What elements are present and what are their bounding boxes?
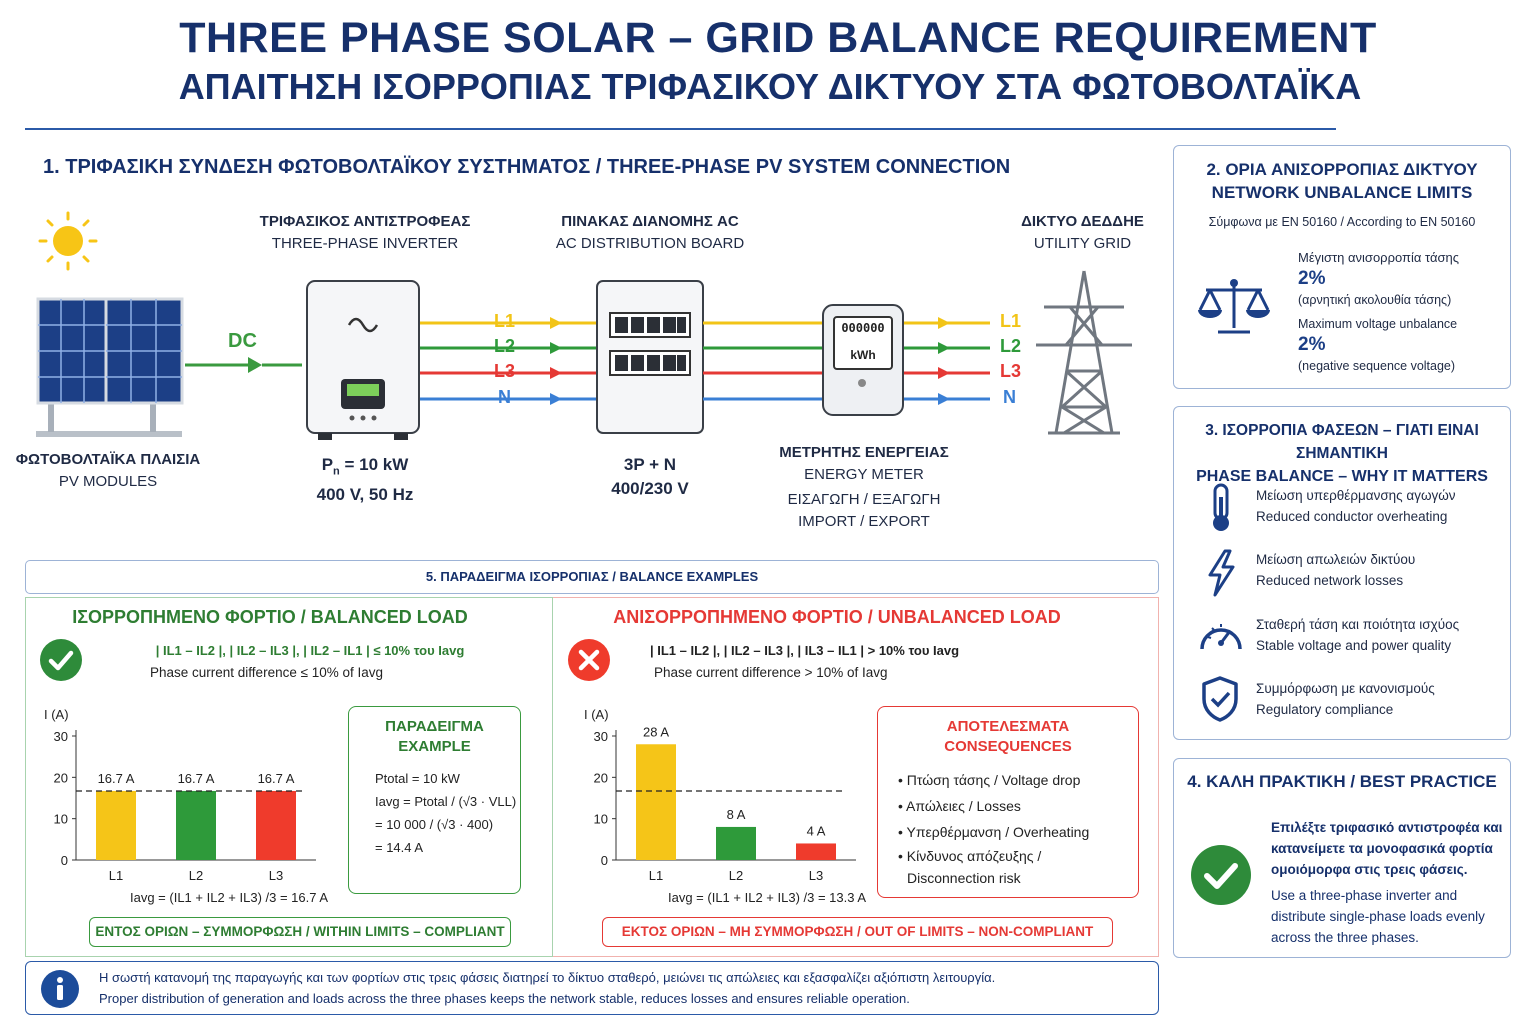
bar-l3 (796, 843, 836, 860)
section2-title-en: NETWORK UNBALANCE LIMITS (1211, 183, 1473, 202)
section2-panel (1173, 145, 1511, 389)
grid-phase-l1-label: L1 (1000, 311, 1022, 331)
section3-title-gr: 3. ΙΣΟΡΡΟΠΙΑ ΦΑΣΕΩΝ – ΓΙΑΤΙ ΕΙΝΑΙ ΣΗΜΑΝΤΙΚΗ (1205, 422, 1479, 462)
benefit-item-4: Συμμόρφωση με κανονισμούς Regulatory compliance (1256, 681, 1435, 717)
bar-l3 (256, 791, 296, 860)
balanced-status: ΕΝΤΟΣ ΟΡΙΩΝ – ΣΥΜΜΟΡΦΩΣΗ / WITHIN LIMITS – COMPLIANT (89, 917, 511, 947)
meter-unit: kWh (850, 348, 876, 362)
pv-label: ΦΩΤΟΒΟΛΤΑΪΚΑ ΠΛΑΙΣΙΑ PV MODULES (15, 451, 201, 490)
benefit-item-3: Σταθερή τάση και ποιότητα ισχύος Stable voltage and power quality (1256, 617, 1460, 653)
unbalanced-status: ΕΚΤΟΣ ΟΡΙΩΝ – ΜΗ ΣΥΜΜΟΡΦΩΣΗ / OUT OF LIMITS – NON-COMPLIANT (602, 917, 1113, 947)
phase-arrows-1 (550, 317, 562, 405)
info-text-gr: Η σωστή κατανομή της παραγωγής και των φορτίων στις τρεις φάσεις διατηρεί το δίκτυο σταθερό, μειώνει τις απώλειες και εξασφαλίζει αξιόπιστη λειτουργία. (99, 970, 996, 985)
inverter-label: ΤΡΙΦΑΣΙΚΟΣ ΑΝΤΙΣΤΡΟΦΕΑΣ THREE-PHASE INVERTER (259, 213, 471, 252)
board-label: ΠΙΝΑΚΑΣ ΔΙΑΝΟΜΗΣ AC AC DISTRIBUTION BOARD (555, 213, 745, 252)
bar-value-label: 28 A (642, 724, 670, 740)
consequences-list (898, 767, 1138, 889)
bar-value-label: 4 A (806, 823, 826, 839)
phase-l1-label: L1 (494, 311, 516, 331)
limit-label-gr: Μέγιστη ανισορροπία τάσης (1298, 250, 1459, 265)
limit-value-en: 2% (1298, 334, 1326, 355)
bar-l2 (176, 791, 216, 860)
y-tick-label: 10 (53, 811, 68, 827)
bar-value-label: 8 A (726, 806, 746, 822)
consequences-title-en: CONSEQUENCES (944, 738, 1072, 755)
consequences-title-gr: ΑΠΟΤΕΛΕΣΜΑΤΑ (946, 718, 1070, 735)
best-practice-en: Use a three-phase inverter and distribute single-phase loads evenly across the three phases. (1271, 888, 1485, 945)
page-subtitle: ΑΠΑΙΤΗΣΗ ΙΣΟΡΡΟΠΙΑΣ ΤΡΙΦΑΣΙΚΟΥ ΔΙΚΤΥΟΥ ΣΤΑ ΦΩΤΟΒΟΛΤΑΪΚΑ (178, 66, 1362, 107)
phase-arrows-2 (938, 317, 950, 405)
info-bar (25, 961, 1159, 1015)
consequences-box (877, 706, 1139, 898)
info-text-en: Proper distribution of generation and loads across the three phases keeps the network stable, reduces losses and ensures reliable operation. (99, 991, 910, 1006)
unbalanced-title: ΑΝΙΣΟΡΡΟΠΗΜΕΝΟ ΦΟΡΤΙΟ / UNBALANCED LOAD (613, 607, 1061, 627)
meter-label: ΜΕΤΡΗΤΗΣ ΕΝΕΡΓΕΙΑΣ ENERGY METER ΕΙΣΑΓΩΓΗ / ΕΞΑΓΩΓΗ IMPORT / EXPORT (779, 444, 949, 530)
limit-note-en: (negative sequence voltage) (1298, 359, 1456, 373)
y-tick-label: 0 (600, 853, 608, 868)
section5-title: 5. ΠΑΡΑΔΕΙΓΜΑ ΙΣΟΡΡΟΠΙΑΣ / BALANCE EXAMPLES (425, 569, 759, 584)
section5-header (25, 560, 1159, 594)
pv-modules-icon (36, 299, 182, 437)
meter-display: 000000 (841, 321, 885, 335)
bar-l1 (96, 791, 136, 860)
best-practice-gr: Επιλέξτε τριφασικό αντιστροφέα και κατανείμετε τα μονοφασικά φορτία ομοιόμορφα στις τρεις φάσεις. (1271, 820, 1503, 877)
bar-l2 (716, 827, 756, 860)
x-tick-label: L1 (108, 868, 124, 883)
bar-value-label: 16.7 A (257, 770, 295, 786)
x-tick-label: L3 (268, 868, 284, 883)
balanced-check-icon (39, 638, 83, 682)
section2-standard: Σύμφωνα με EN 50160 / According to EN 50160 (1208, 215, 1476, 229)
section2-title-gr: 2. ΟΡΙΑ ΑΝΙΣΟΡΡΟΠΙΑΣ ΔΙΚΤΥΟΥ (1206, 160, 1478, 179)
bar-value-label: 16.7 A (97, 770, 135, 786)
unbalanced-x-icon (567, 638, 611, 682)
distribution-board-icon (597, 281, 703, 433)
balanced-formula: | IL1 – IL2 |, | IL2 – IL3 |, | IL2 – IL1 | ≤ 10% του Iavg (155, 643, 465, 658)
phase-l3-label: L3 (494, 361, 516, 381)
limit-label-en: Maximum voltage unbalance (1298, 317, 1458, 331)
balanced-title: ΙΣΟΡΡΟΠΗΜΕΝΟ ΦΟΡΤΙΟ / BALANCED LOAD (72, 607, 468, 627)
y-axis-label: I (A) (584, 707, 609, 722)
sun-icon (40, 213, 96, 269)
unbalanced-formula-en: Phase current difference > 10% of Iavg (654, 665, 888, 680)
grid-phase-l3-label: L3 (1000, 361, 1022, 381)
y-tick-label: 10 (593, 811, 608, 827)
info-icon (40, 969, 80, 1009)
example-title-gr: ΠΑΡΑΔΕΙΓΜΑ (385, 718, 484, 735)
unbalanced-avg-formula: Iavg = (IL1 + IL2 + IL3) /3 = 13.3 A (668, 890, 867, 905)
y-tick-label: 0 (60, 853, 68, 868)
grid-phase-l2-label: L2 (1000, 336, 1022, 356)
unbalanced-formula: | IL1 – IL2 |, | IL2 – IL3 |, | IL3 – IL1 | > 10% του Iavg (650, 643, 960, 658)
lightning-icon (1206, 549, 1236, 597)
section3-title-en: PHASE BALANCE – WHY IT MATTERS (1196, 468, 1488, 485)
x-tick-label: L3 (808, 868, 824, 883)
gauge-icon (1198, 615, 1244, 655)
balanced-formula-en: Phase current difference ≤ 10% of Iavg (150, 665, 384, 680)
dc-arrow (185, 357, 302, 373)
y-tick-label: 30 (593, 729, 608, 744)
consequence-item: • Πτώση τάσης / Voltage drop (898, 772, 1081, 788)
shield-check-icon (1200, 675, 1240, 723)
limit-note-gr: (αρνητική ακολουθία τάσης) (1298, 293, 1452, 307)
benefit-item-1: Μείωση υπερθέρμανσης αγωγών Reduced conductor overheating (1256, 488, 1456, 524)
page-title: THREE PHASE SOLAR – GRID BALANCE REQUIREMENT (179, 14, 1377, 62)
y-tick-label: 30 (53, 729, 68, 744)
grid-label: ΔΙΚΤΥΟ ΔΕΔΔΗΕ UTILITY GRID (1021, 213, 1144, 252)
y-tick-label: 20 (53, 770, 68, 786)
thermometer-icon (1206, 483, 1236, 533)
phase-n-label: N (498, 387, 511, 407)
unbalanced-chart (576, 702, 876, 892)
consequence-item: • Απώλειες / Losses (898, 798, 1021, 814)
section4-panel (1173, 758, 1511, 958)
bar-l1 (636, 744, 676, 860)
grid-phase-n-label: N (1003, 387, 1016, 407)
balanced-chart (36, 702, 336, 892)
section3-panel (1173, 406, 1511, 740)
y-axis-label: I (A) (44, 707, 69, 722)
section4-title: 4. ΚΑΛΗ ΠΡΑΚΤΙΚΗ / BEST PRACTICE (1187, 772, 1497, 791)
example-box (348, 706, 521, 894)
x-tick-label: L1 (648, 868, 664, 883)
bar-value-label: 16.7 A (177, 770, 215, 786)
board-spec: 3P + N 400/230 V (611, 455, 689, 498)
example-title-en: EXAMPLE (398, 738, 471, 755)
scales-icon (1196, 276, 1272, 338)
title-divider (25, 128, 1336, 130)
consequence-item: Disconnection risk (907, 870, 1021, 886)
dc-label: DC (228, 330, 257, 352)
example-lines: Ptotal = 10 kW Iavg = Ptotal / (√3 · VLL) = 10 000 / (√3 · 400) = 14.4 A (375, 771, 517, 855)
check-circle-icon (1190, 844, 1252, 906)
transmission-tower-icon (1036, 271, 1132, 433)
y-tick-label: 20 (593, 770, 608, 786)
inverter-icon (307, 281, 419, 440)
x-tick-label: L2 (728, 868, 744, 883)
section1-title: 1. ΤΡΙΦΑΣΙΚΗ ΣΥΝΔΕΣΗ ΦΩΤΟΒΟΛΤΑΪΚΟΥ ΣΥΣΤΗΜΑΤΟΣ / THREE-PHASE PV SYSTEM CONNECTION (43, 156, 1011, 178)
consequence-item: • Υπερθέρμανση / Overheating (898, 824, 1090, 840)
x-tick-label: L2 (188, 868, 204, 883)
benefit-item-2: Μείωση απωλειών δικτύου Reduced network losses (1256, 552, 1416, 588)
consequence-item: • Κίνδυνος απόζευξης / (898, 848, 1042, 864)
balanced-avg-formula: Iavg = (IL1 + IL2 + IL3) /3 = 16.7 A (130, 890, 329, 905)
phase-l2-label: L2 (494, 336, 516, 356)
limit-value-gr: 2% (1298, 268, 1326, 289)
inverter-spec: $P_n = 10$ kW 400 V, 50 Hz (316, 455, 414, 505)
